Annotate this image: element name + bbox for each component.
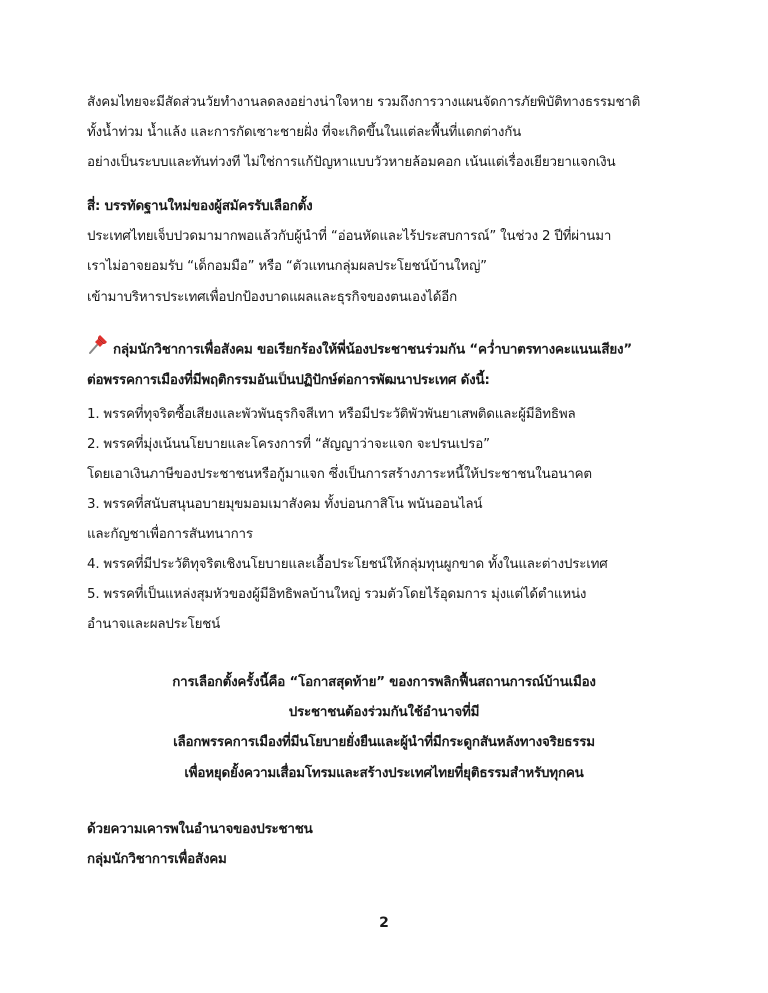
closing-line-2: ประชาชนต้องร่วมกันใช้อำนาจที่มี (288, 705, 480, 720)
signature-line-2: กลุ่มนักวิชาการเพื่อสังคม (87, 852, 227, 867)
section-four-line-2: เราไม่อาจยอมรับ “เด็กอมมือ” หรือ “ตัวแทนกลุ่มผลประโยชน์บ้านใหญ่” (87, 259, 487, 274)
section-four-heading: สี่: บรรทัดฐานใหม่ของผู้สมัครรับเลือกตั้ง (87, 199, 313, 214)
closing-line-4: เพื่อหยุดยั้งความเสื่อมโทรมและสร้างประเทศไทยที่ยุติธรรมสำหรับทุกคน (184, 766, 584, 781)
section-four-line-1: ประเทศไทยเจ็บปวดมามากพอแล้วกับผู้นำที่ “อ่อนหัดและไร้ประสบการณ์” ในช่วง 2 ปีที่ผ่านมา (87, 229, 612, 244)
appeal-line-1 (87, 335, 632, 364)
section-four-line-3: เข้ามาบริหารประเทศเพื่อปกป้องบาดแผลและธุรกิจของตนเองได้อีก (87, 290, 458, 305)
list-line-2: 2. พรรคที่มุ่งเน้นนโยบายและโครงการที่ “สัญญาว่าจะแจก จะปรนเปรอ” (87, 437, 490, 452)
page-number: 2 (379, 915, 389, 931)
list-line-1: 1. พรรคที่ทุจริตซื้อเสียงและพัวพันธุรกิจสีเทา หรือมีประวัติพัวพันยาเสพติดและผู้มีอิทธิพล (87, 407, 576, 422)
intro-line-3: อย่างเป็นระบบและทันท่วงที ไม่ใช่การแก้ปัญหาแบบวัวหายล้อมคอก เน้นแต่เรื่องเยียวยาแจกเงิน (87, 155, 616, 170)
appeal-line-1-text: กลุ่มนักวิชาการเพื่อสังคม ขอเรียกร้องให้พี่น้องประชาชนร่วมกัน “คว่ำบาตรทางคะแนนเสียง” (113, 342, 632, 358)
intro-line-1: สังคมไทยจะมีสัดส่วนวัยทำงานลดลงอย่างน่าใจหาย รวมถึงการวางแผนจัดการภัยพิบัติทางธรรมชาติ (87, 95, 641, 110)
closing-line-3: เลือกพรรคการเมืองที่มีนโยบายยั่งยืนและผู้นำที่มีกระดูกสันหลังทางจริยธรรม (173, 735, 595, 750)
closing-line-1: การเลือกตั้งครั้งนี้คือ “โอกาสสุดท้าย” ของการพลิกฟื้นสถานการณ์บ้านเมือง (172, 675, 596, 690)
list-line-7: 5. พรรคที่เป็นแหล่งสุมหัวของผู้มีอิทธิพลบ้านใหญ่ รวมตัวโดยไร้อุดมการ มุ่งแต่ได้ตำแหน่ง (87, 587, 587, 602)
list-line-8: อำนาจและผลประโยชน์ (87, 617, 221, 632)
list-line-3: โดยเอาเงินภาษีของประชาชนหรือกู้มาแจก ซึ่งเป็นการสร้างภาระหนี้ให้ประชาชนในอนาคต (87, 467, 592, 482)
appeal-line-2: ต่อพรรคการเมืองที่มีพฤติกรรมอันเป็นปฏิปักษ์ต่อการพัฒนาประเทศ ดังนี้: (87, 373, 490, 388)
pushpin-icon (87, 333, 109, 362)
list-line-4: 3. พรรคที่สนับสนุนอบายมุขมอมเมาสังคม ทั้งบ่อนกาสิโน พนันออนไลน์ (87, 497, 483, 512)
signature-line-1: ด้วยความเคารพในอำนาจของประชาชน (87, 822, 313, 837)
list-line-6: 4. พรรคที่มีประวัติทุจริตเชิงนโยบายและเอื้อประโยชน์ให้กลุ่มทุนผูกขาด ทั้งในและต่างประเทศ (87, 557, 608, 572)
list-line-5: และกัญชาเพื่อการสันทนาการ (87, 527, 253, 542)
intro-line-2: ทั้งน้ำท่วม น้ำแล้ง และการกัดเซาะชายฝั่ง ที่จะเกิดขึ้นในแต่ละพื้นที่แตกต่างกัน (87, 125, 522, 140)
